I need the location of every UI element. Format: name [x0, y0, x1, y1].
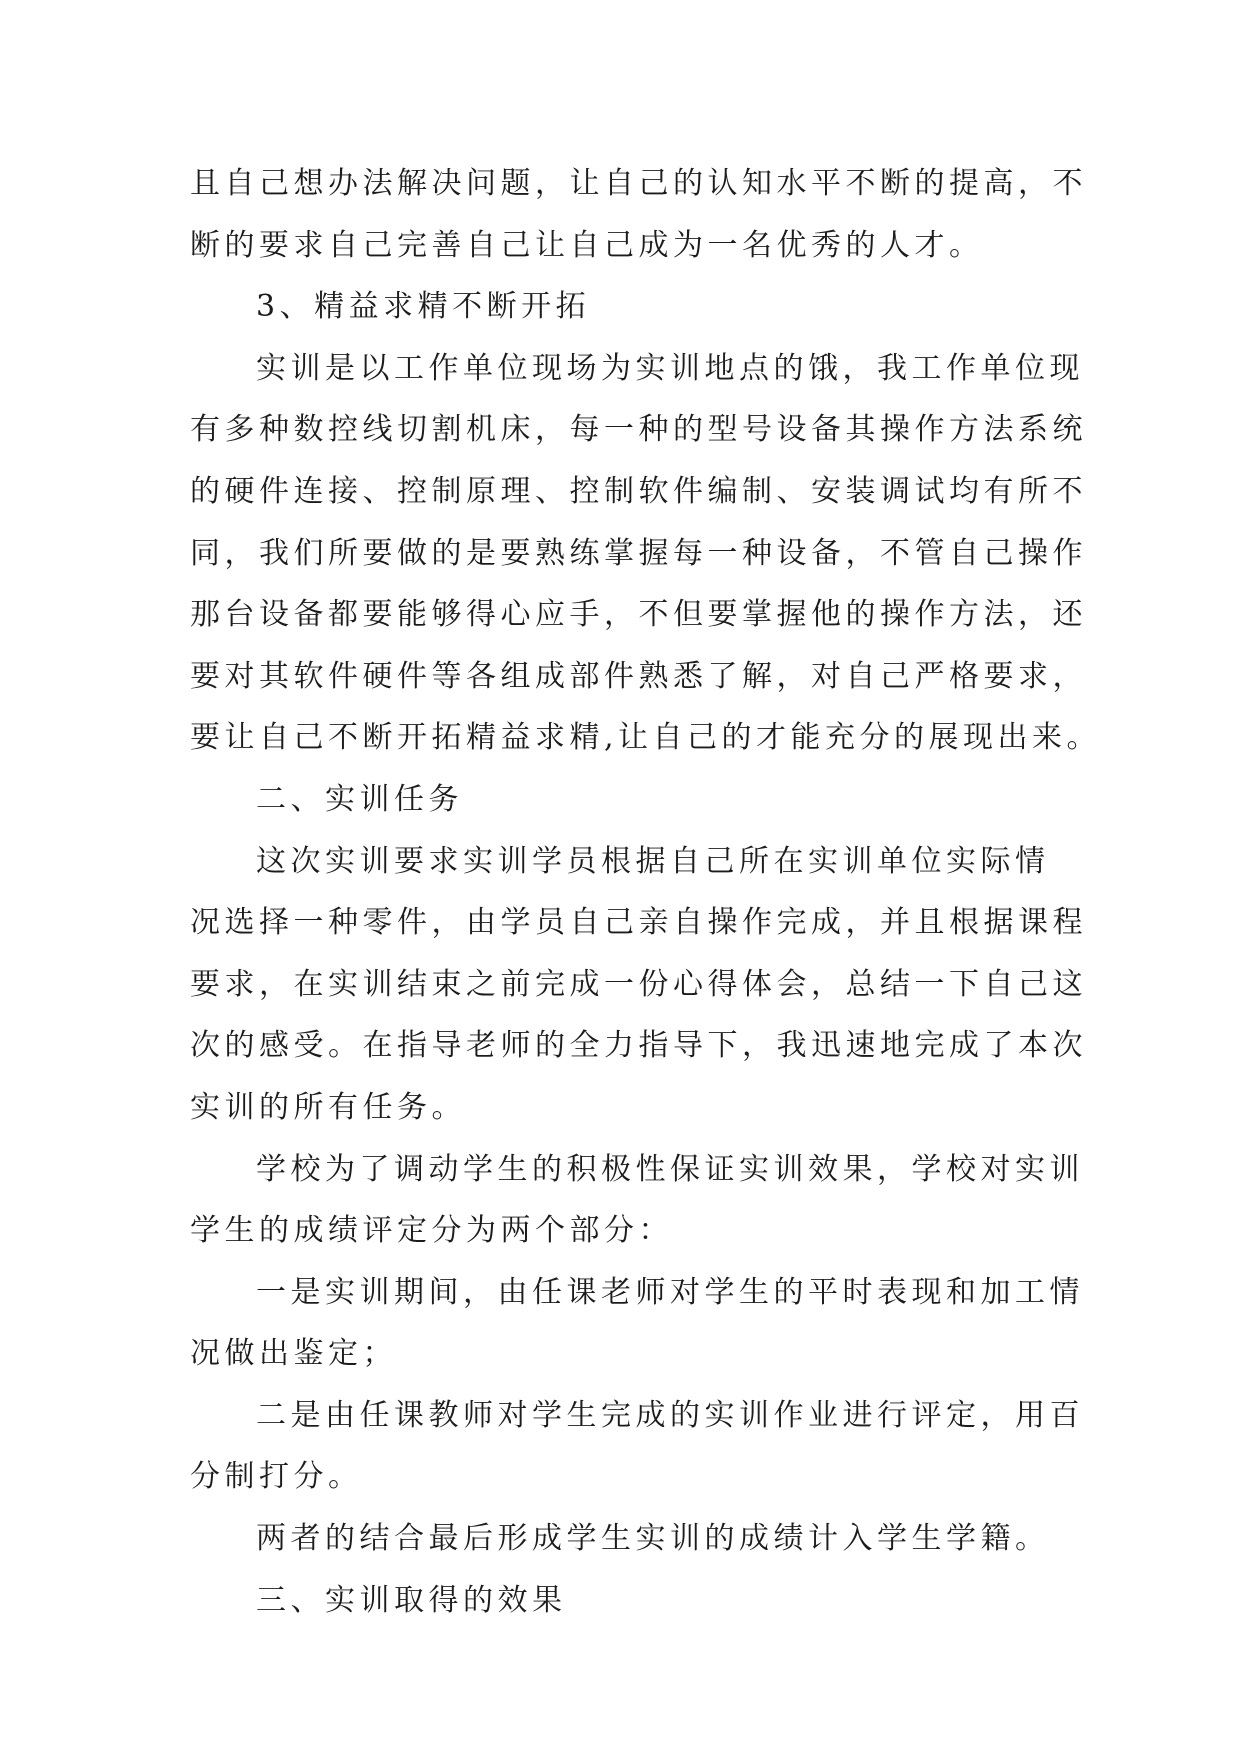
paragraph-line: 这次实训要求实训学员根据自己所在实训单位实际情	[256, 843, 1050, 879]
paragraph-line: 况做出鉴定；	[190, 1336, 397, 1372]
paragraph-line: 的硬件连接、控制原理、控制软件编制、安装调试均有所不	[190, 473, 1087, 509]
paragraph-line: 要求，在实训结束之前完成一份心得体会，总结一下自己这	[190, 966, 1087, 1002]
document-page	[190, 153, 1102, 1631]
paragraph-line: 学校为了调动学生的积极性保证实训效果，学校对实训	[256, 1151, 1084, 1187]
paragraph-line: 一是实训期间，由任课老师对学生的平时表现和加工情	[256, 1274, 1084, 1310]
paragraph-line: 学生的成绩评定分为两个部分：	[190, 1213, 673, 1249]
section-heading-2: 二、实训任务	[256, 781, 463, 817]
paragraph-line: 要让自己不断开拓精益求精,让自己的才能充分的展现出来。	[190, 720, 1102, 756]
paragraph-line: 实训的所有任务。	[190, 1089, 466, 1125]
paragraph-line: 次的感受。在指导老师的全力指导下，我迅速地完成了本次	[190, 1028, 1087, 1064]
paragraph-line: 两者的结合最后形成学生实训的成绩计入学生学籍。	[256, 1521, 1050, 1557]
paragraph-line: 分制打分。	[190, 1459, 363, 1495]
paragraph-line: 有多种数控线切割机床，每一种的型号设备其操作方法系统	[190, 412, 1087, 448]
section-heading-3: 3、精益求精不断开拓	[256, 289, 591, 325]
paragraph-line: 那台设备都要能够得心应手，不但要掌握他的操作方法，还	[190, 597, 1087, 633]
paragraph-line: 同，我们所要做的是要熟练掌握每一种设备，不管自己操作	[190, 535, 1087, 571]
paragraph-line: 况选择一种零件，由学员自己亲自操作完成，并且根据课程	[190, 905, 1087, 941]
paragraph-line: 要对其软件硬件等各组成部件熟悉了解，对自己严格要求，	[190, 658, 1087, 694]
paragraph-line: 二是由任课教师对学生完成的实训作业进行评定，用百	[256, 1397, 1084, 1433]
paragraph-line: 且自己想办法解决问题，让自己的认知水平不断的提高，不	[190, 166, 1087, 201]
paragraph-line: 断的要求自己完善自己让自己成为一名优秀的人才。	[190, 227, 984, 263]
section-heading-3-results: 三、实训取得的效果	[256, 1582, 567, 1618]
paragraph-line: 实训是以工作单位现场为实训地点的饿，我工作单位现	[256, 350, 1084, 386]
